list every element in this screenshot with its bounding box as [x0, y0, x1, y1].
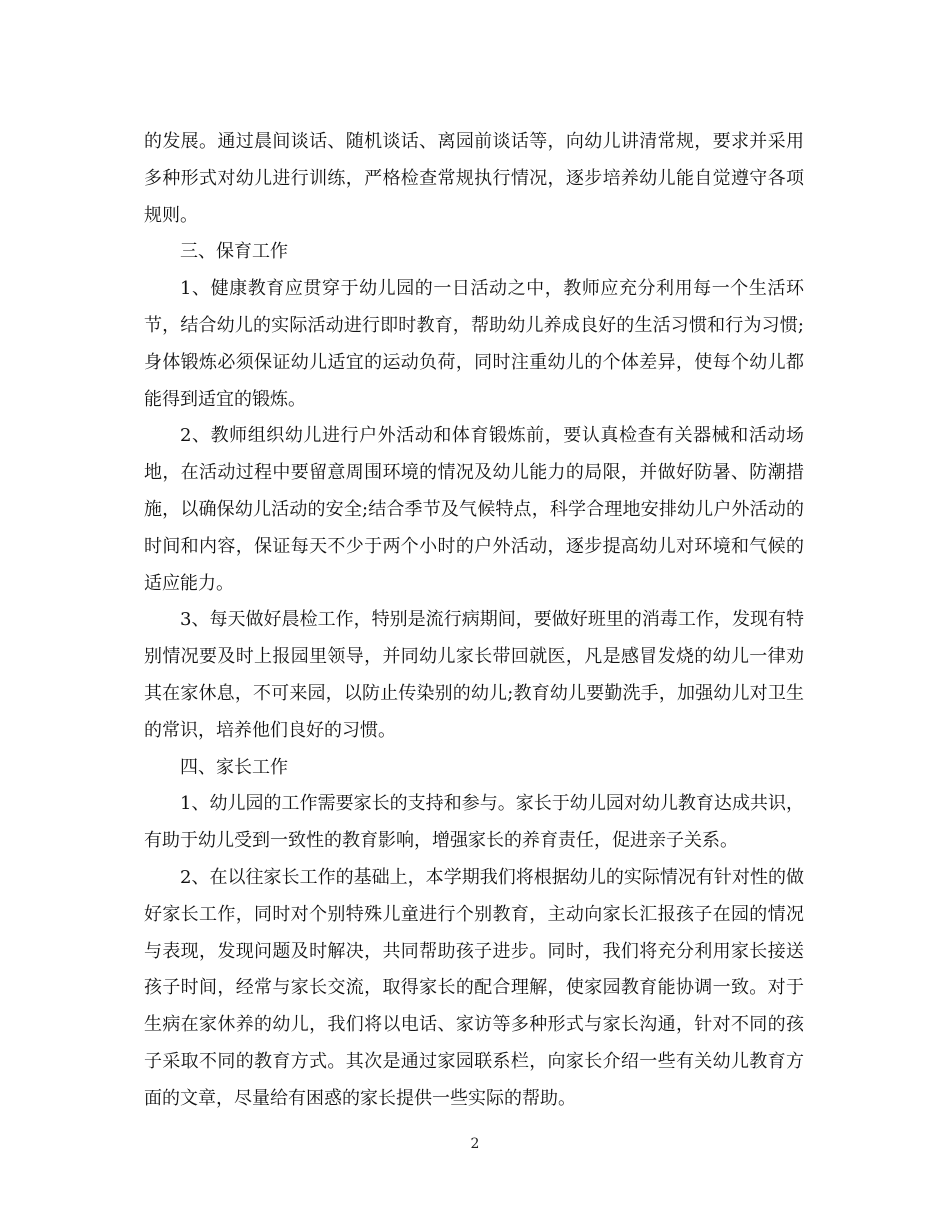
section-heading-childcare: 三、保育工作	[180, 241, 288, 263]
paragraph-childcare-1: 1、健康教育应贯穿于幼儿园的一日活动之中，教师应充分利用每一个生活环节，结合幼儿的实际活动进行即时教育，帮助幼儿养成良好的生活习惯和行为习惯;身体锻炼必须保证幼儿适宜的运动负荷，同时注重幼儿的个体差异，使每个幼儿都能得到适宜的锻炼。	[144, 278, 804, 410]
section-heading-parents: 四、家长工作	[180, 756, 288, 778]
paragraph-parents-2: 2、在以往家长工作的基础上，本学期我们将根据幼儿的实际情况有针对性的做好家长工作，同时对个别特殊儿童进行个别教育，主动向家长汇报孩子在园的情况与表现，发现问题及时解决，共同帮助孩子进步。同时，我们将充分利用家长接送孩子时间，经常与家长交流，取得家长的配合理解，使家园教育能协调一致。对于生病在家休养的幼儿，我们将以电话、家访等多种形式与家长沟通，针对不同的孩子采取不同的教育方式。其次是通过家园联系栏，向家长介绍一些有关幼儿教育方面的文章，尽量给有困惑的家长提供一些实际的帮助。	[144, 866, 804, 1109]
paragraph-parents-1: 1、幼儿园的工作需要家长的支持和参与。家长于幼儿园对幼儿教育达成共识，有助于幼儿受到一致性的教育影响，增强家长的养育责任，促进亲子关系。	[144, 793, 804, 852]
paragraph-childcare-3: 3、每天做好晨检工作，特别是流行病期间，要做好班里的消毒工作，发现有特别情况要及时上报园里领导，并同幼儿家长带回就医，凡是感冒发烧的幼儿一律劝其在家休息，不可来园，以防止传染别的幼儿;教育幼儿要勤洗手，加强幼儿对卫生的常识，培养他们良好的习惯。	[144, 609, 804, 741]
paragraph-childcare-2: 2、教师组织幼儿进行户外活动和体育锻炼前，要认真检查有关器械和活动场地，在活动过程中要留意周围环境的情况及幼儿能力的局限，并做好防暑、防潮措施，以确保幼儿活动的安全;结合季节及气候特点，科学合理地安排幼儿户外活动的时间和内容，保证每天不少于两个小时的户外活动，逐步提高幼儿对环境和气候的适应能力。	[144, 425, 804, 594]
document-body	[144, 124, 804, 1118]
page-number: 2	[470, 1136, 480, 1152]
paragraph-continuation: 的发展。通过晨间谈话、随机谈话、离园前谈话等，向幼儿讲清常规，要求并采用多种形式对幼儿进行训练，严格检查常规执行情况，逐步培养幼儿能自觉遵守各项规则。	[144, 131, 804, 226]
